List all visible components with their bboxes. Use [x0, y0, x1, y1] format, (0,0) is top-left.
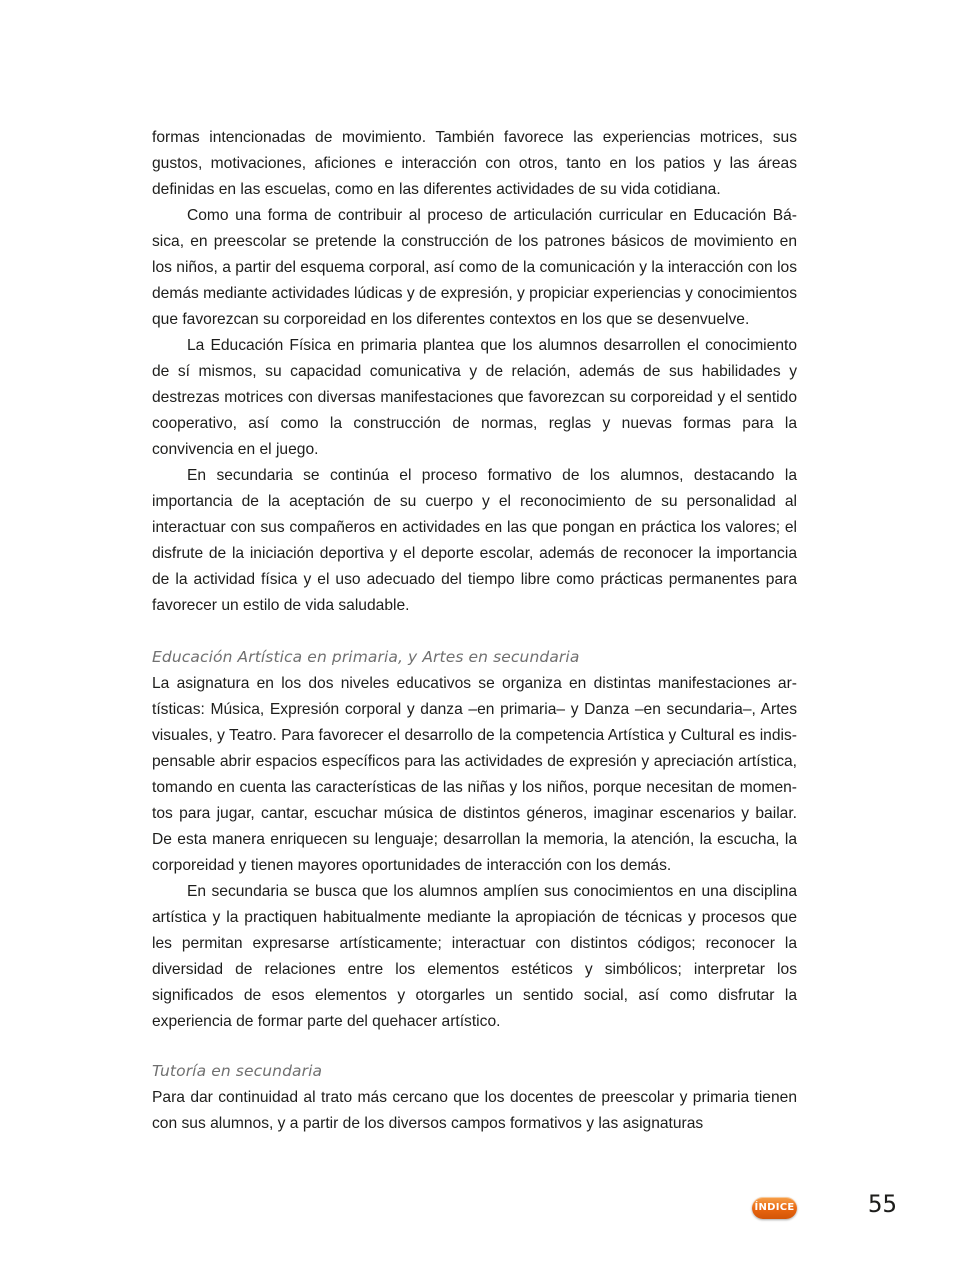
- body-text-tutoria: [152, 1085, 797, 1137]
- paragraph: La Educación Física en primaria plantea que los alumnos desarrollen el conocimiento de sí mismos, su capacidad comunicativa y de relación, además de sus habilidades y destrezas motrices con diversas manifestaciones que favorezcan su corporeidad y el sentido cooperativo, así como la construcción de normas, reglas y nuevas formas para la convivencia en el juego.: [152, 337, 797, 458]
- body-text-physical-education: [152, 125, 797, 619]
- body-text-artes: [152, 671, 797, 1035]
- section-heading-tutoria: Tutoría en secundaria: [152, 1062, 323, 1080]
- index-button[interactable]: ÍNDICE: [752, 1197, 797, 1219]
- paragraph: La asignatura en los dos niveles educativos se organiza en distintas manifestaciones artísticas: Música, Expresión corporal y danza –en primaria– y Danza –en secundaria–, Artes visuales, y Teatro. Para favorecer el desarrollo de la competencia Artística y Cultural es indispensable abrir espacios específicos para las actividades de expresión y apreciación artística, tomando en cuenta las características de las niñas y los niños, porque necesitan de momentos para jugar, cantar, escuchar música de distintos géneros, imaginar escenarios y bailar. De esta manera enriquecen su lenguaje; desarrollan la memoria, la atención, la escucha, la corporeidad y tienen mayores oportunidades de interacción con los demás.: [152, 675, 797, 874]
- paragraph: Para dar continuidad al trato más cercano que los docentes de preescolar y primaria tienen con sus alumnos, y a partir de los diversos campos formativos y las asignaturas: [152, 1089, 797, 1132]
- paragraph: formas intencionadas de movimiento. También favorece las experiencias motrices, sus gustos, motivaciones, aficiones e interacción con otros, tanto en los patios y las áreas definidas en las escuelas, como en las diferentes actividades de su vida cotidiana.: [152, 129, 797, 198]
- paragraph: Como una forma de contribuir al proceso de articulación curricular en Educación Básica, en preescolar se pretende la construcción de los patrones básicos de movimiento en los niños, a partir del esquema corporal, así como de la comunicación y la interacción con los demás mediante actividades lúdicas y de expresión, y propiciar experiencias y conocimientos que favorezcan su corporeidad en los diferentes contextos en los que se desenvuelve.: [152, 207, 797, 328]
- paragraph: En secundaria se busca que los alumnos amplíen sus conocimientos en una disciplina artística y la practiquen habitualmente mediante la apropiación de técnicas y procesos que les permitan expresarse artísticamente; interactuar con distintos códigos; reconocer la diversidad de relaciones entre los elementos estéticos y simbólicos; interpretar los significados de esos elementos y otorgarles un sentido social, así como disfrutar la experiencia de formar parte del quehacer artístico.: [152, 883, 797, 1030]
- paragraph: En secundaria se continúa el proceso formativo de los alumnos, destacando la importancia de la aceptación de su cuerpo y el reconocimiento de su personalidad al interactuar con sus compañeros en actividades en las que pongan en práctica los valores; el disfrute de la iniciación deportiva y el deporte escolar, además de reconocer la importancia de la actividad física y el uso adecuado del tiempo libre como prácticas permanentes para favorecer un estilo de vida saludable.: [152, 467, 797, 614]
- section-heading-artes: Educación Artística en primaria, y Artes en secundaria: [152, 648, 580, 666]
- page-number: 55: [868, 1190, 897, 1218]
